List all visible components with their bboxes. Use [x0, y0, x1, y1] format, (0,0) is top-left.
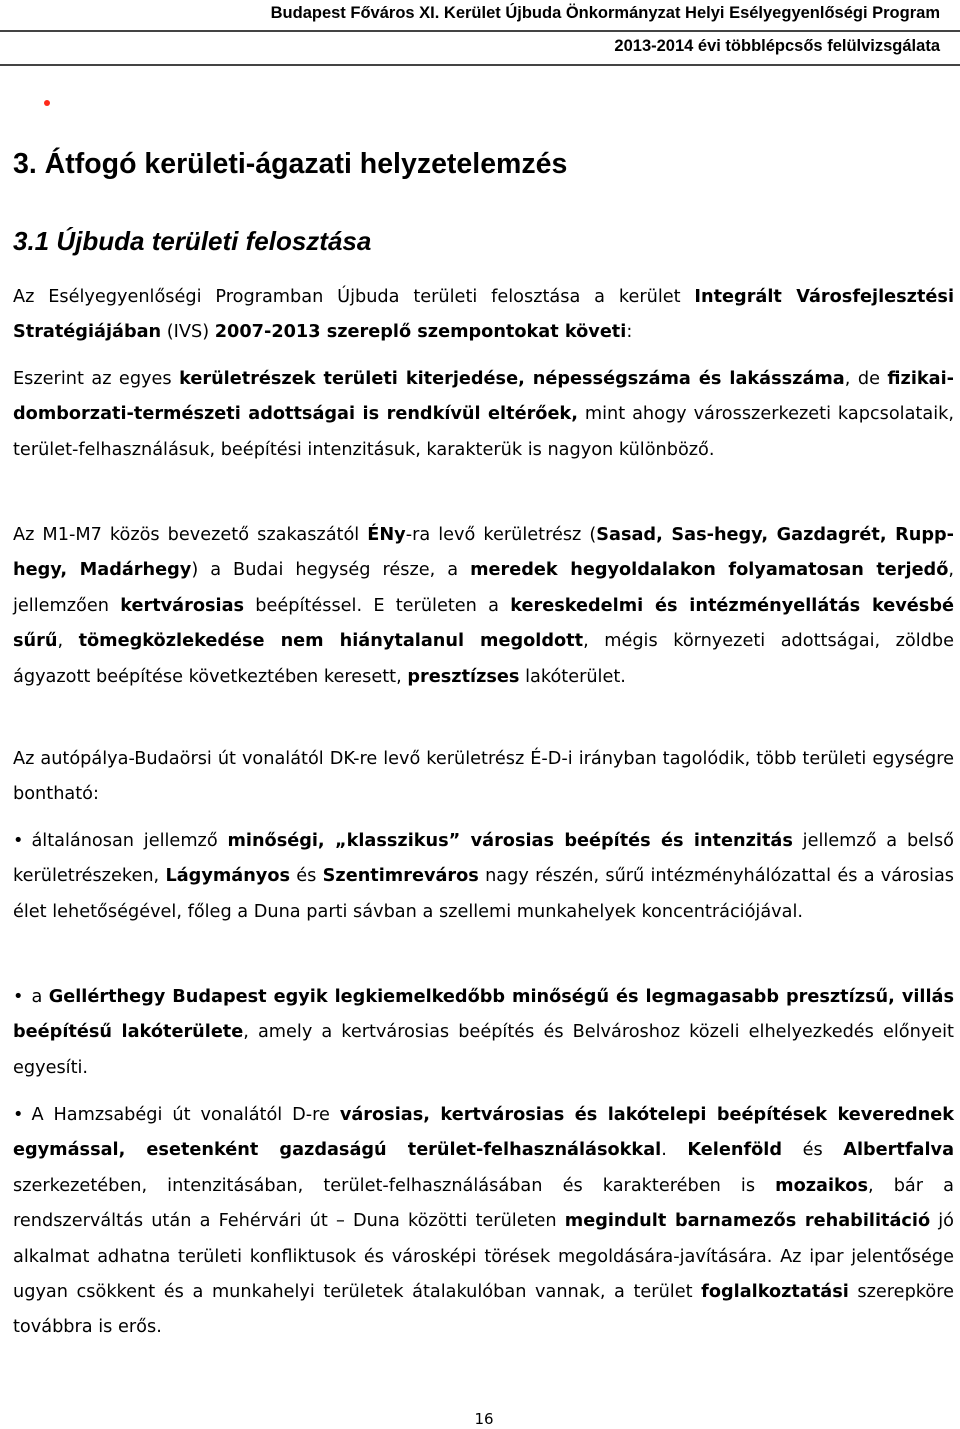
page-number: 16: [474, 1410, 494, 1428]
emphasized-text: kereskedelmi és intézményellátás kevésbé sűrű: [13, 595, 954, 652]
body-text: (IVS): [161, 322, 215, 343]
running-header-title: Budapest Főváros XI. Kerület Újbuda Önkormányzat Helyi Esélyegyenlőségi Program: [270, 4, 940, 22]
emphasized-text: megindult barnamezős rehabilitáció: [564, 1211, 931, 1232]
emphasized-text: tömegközlekedése nem hiánytalanul megoldott: [78, 631, 584, 652]
body-text: és: [782, 1140, 844, 1161]
bullet-marker-icon: [44, 100, 50, 106]
body-text: mint ahogy városszerkezeti kapcsolataik, terület-felhasználásuk, beépítési intenzitásuk, karakterük is nagyon különböző.: [13, 404, 954, 460]
emphasized-text: foglalkoztatási: [701, 1282, 849, 1303]
bullet-icon: •: [13, 831, 24, 851]
paragraph-northwest: [13, 518, 954, 695]
bullet-icon: •: [13, 987, 24, 1007]
list-item: [13, 1098, 954, 1346]
body-text: Az M1-M7 közös bevezető szakaszától: [13, 525, 368, 545]
body-text: jellemző a belső kerületrészeken,: [13, 831, 954, 887]
body-text: beépítéssel. E területen a: [244, 595, 511, 616]
body-text: és: [290, 866, 323, 887]
emphasized-text: minőségi, „klasszikus” városias beépítés és intenzitás: [227, 831, 793, 851]
body-text: általánosan jellemző: [31, 831, 228, 851]
paragraph-districts: [13, 362, 954, 468]
section-heading: 3. Átfogó kerületi-ágazati helyzetelemzés: [13, 148, 568, 180]
body-text: ) a Budai hegység része, a: [191, 560, 471, 581]
body-text: szerkezetében, intenzitásában, terület-felhasználásában és karakterében is: [13, 1175, 776, 1196]
body-text: :: [626, 322, 633, 343]
header-divider: [0, 64, 960, 66]
emphasized-text: Sasad, Sas-hegy, Gazdagrét, Rupp-hegy, Madárhegy: [13, 525, 954, 581]
emphasized-text: Lágymányos: [165, 866, 291, 887]
emphasized-text: presztízses: [407, 666, 520, 687]
emphasized-text: fizikai- domborzati-természeti adottságai is rendkívül eltérőek,: [13, 369, 954, 425]
paragraph-southeast: [13, 742, 954, 813]
body-text: , amely a kertvárosias beépítés és Belvároshoz közeli elhelyezkedés előnyeit egyesíti.: [13, 1022, 954, 1078]
emphasized-text: városias, kertvárosias és lakótelepi beépítések keverednek egymással, esetenként gazdaságú terület-felhasználásokkal: [13, 1105, 955, 1161]
emphasized-text: meredek hegyoldalakon folyamatosan terjedő: [470, 560, 949, 581]
body-text: .: [661, 1140, 688, 1161]
emphasized-text: ÉNy: [367, 525, 406, 545]
emphasized-text: Szentimreváros: [322, 866, 479, 887]
body-text: nagy részén, sűrű intézményhálózattal és a városias élet lehetőségével, főleg a Duna parti sávban a szellemi munkahelyek koncentrációjával.: [13, 866, 954, 922]
body-text: -ra levő kerületrész (: [405, 525, 597, 545]
emphasized-text: kertvárosias: [120, 595, 245, 616]
emphasized-text: Gellérthegy Budapest egyik legkiemelkedőbb minőségű és legmagasabb presztízsű, villás beépítésű lakóterülete: [13, 987, 954, 1043]
body-text: , bár a rendszerváltás után a Fehérvári út – Duna közötti területen: [13, 1175, 954, 1232]
subsection-heading: 3.1 Újbuda területi felosztása: [13, 226, 372, 256]
body-text: ,: [57, 631, 79, 652]
list-item: [13, 980, 954, 1086]
emphasized-text: Integrált Városfejlesztési Stratégiájában: [13, 287, 955, 343]
running-header-subtitle: 2013-2014 évi többlépcsős felülvizsgálata: [614, 37, 940, 55]
emphasized-text: mozaikos: [775, 1175, 868, 1196]
header-divider: [0, 30, 960, 32]
emphasized-text: kerületrészek területi kiterjedése, népességszáma és lakásszáma: [179, 369, 845, 389]
body-text: , jellemzően: [13, 560, 954, 616]
body-text: , mégis környezeti adottságai, zöldbe ágyazott beépítése következtében keresett,: [13, 631, 954, 687]
body-text: szerepköre továbbra is erős.: [13, 1282, 954, 1338]
bullet-icon: •: [13, 1105, 24, 1125]
body-text: Eszerint az egyes: [13, 369, 180, 389]
body-text: , de: [844, 369, 888, 389]
body-text: a: [31, 987, 49, 1007]
body-text: A Hamzsabégi út vonalától D-re: [31, 1105, 340, 1125]
emphasized-text: Albertfalva: [843, 1140, 955, 1161]
body-text: lakóterület.: [519, 666, 626, 687]
paragraph-intro: [13, 280, 954, 351]
emphasized-text: Kelenföld: [687, 1140, 783, 1161]
emphasized-text: 2007-2013 szereplő szempontokat követi: [214, 322, 627, 343]
body-text: Az Esélyegyenlőségi Programban Újbuda területi felosztása a kerület: [13, 287, 695, 307]
body-text: Az autópálya-Budaörsi út vonalától DK-re levő kerületrész É-D-i irányban tagolódik, több területi egységre bontható:: [13, 749, 954, 805]
list-item: [13, 824, 954, 930]
body-text: jó alkalmat adhatna területi konfliktusok és városképi törések megoldására-javítására. Az ipar jelentősége ugyan csökkent és a munkahelyi területek átalakulóban vannak, a terület: [13, 1211, 955, 1303]
